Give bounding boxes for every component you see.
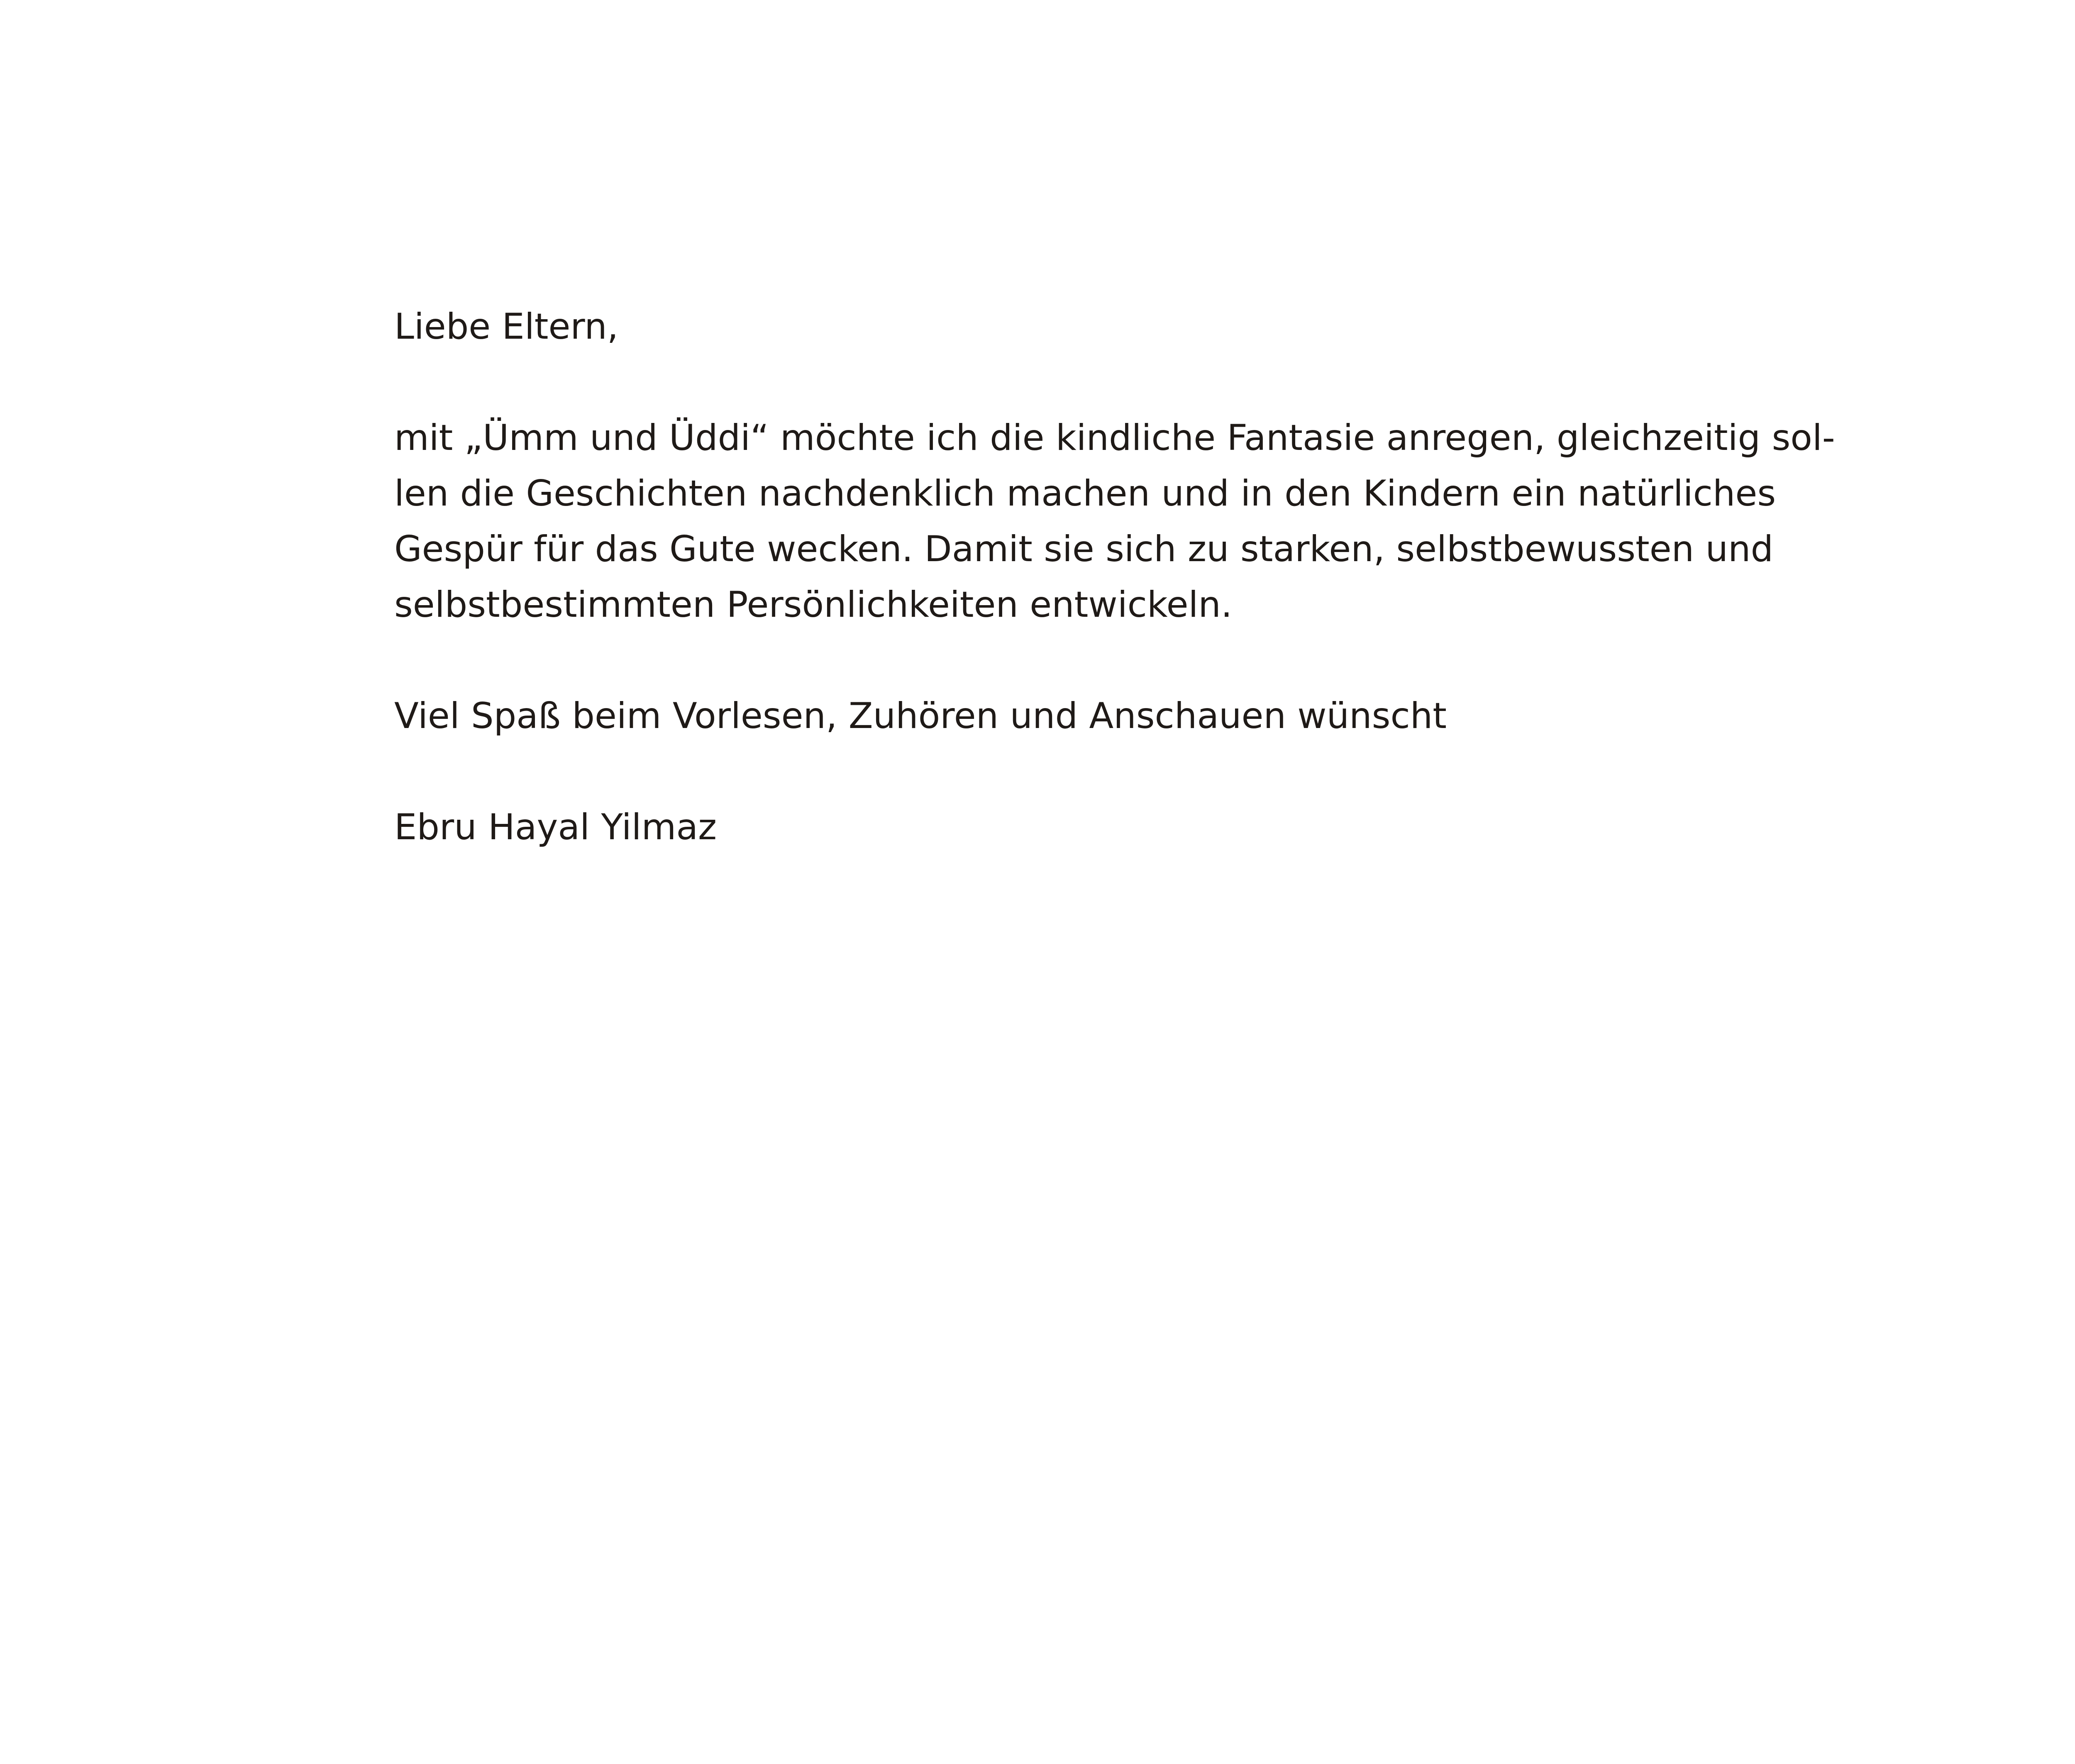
body-line-3: Gespür für das Gute wecken. Damit sie sich zu starken, selbstbewussten und [394, 528, 1774, 570]
body-line-2: len die Geschichten nachdenklich machen und in den Kindern ein natürliches [394, 473, 1776, 514]
letter-text [394, 299, 1835, 855]
body-line-4: selbstbestimmten Persönlichkeiten entwickeln. [394, 584, 1233, 625]
body-line-1: mit „Ümm und Üddi“ möchte ich die kindliche Fantasie anregen, gleichzeitig sol- [394, 417, 1835, 459]
signature: Ebru Hayal Yilmaz [394, 806, 717, 848]
body-paragraph [394, 410, 1835, 633]
closing-line: Viel Spaß beim Vorlesen, Zuhören und Anschauen wünscht [394, 695, 1447, 737]
salutation: Liebe Eltern, [394, 306, 619, 347]
